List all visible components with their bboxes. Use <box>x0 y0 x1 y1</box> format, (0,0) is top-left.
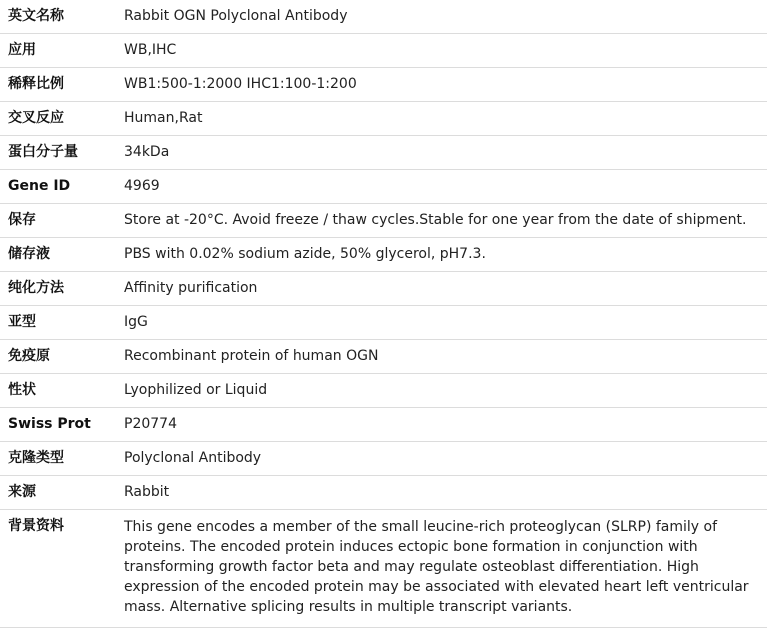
spec-row-molecular-weight <box>0 136 767 170</box>
spec-row-english-name <box>0 0 767 34</box>
spec-label: 交叉反应 <box>0 102 113 136</box>
spec-label: 稀释比例 <box>0 68 113 102</box>
spec-value: Recombinant protein of human OGN <box>113 340 767 374</box>
spec-value: IgG <box>113 306 767 340</box>
spec-row-storage <box>0 204 767 238</box>
spec-value: WB,IHC <box>113 34 767 68</box>
spec-row-cross-reactivity <box>0 102 767 136</box>
spec-value: Store at -20°C. Avoid freeze / thaw cycles.Stable for one year from the date of shipment. <box>113 204 767 238</box>
spec-label: 免疫原 <box>0 340 113 374</box>
spec-value: This gene encodes a member of the small leucine-rich proteoglycan (SLRP) family of proteins. The encoded protein induces ectopic bone formation in conjunction with transforming growth factor beta and may regulate osteoblast differentiation. High expression of the encoded protein may be associated with elevated heart left ventricular mass. Alternative splicing results in multiple transcript variants. <box>113 510 767 628</box>
spec-value: 4969 <box>113 170 767 204</box>
spec-label: 性状 <box>0 374 113 408</box>
spec-label: Gene ID <box>0 170 113 204</box>
spec-label: 保存 <box>0 204 113 238</box>
spec-value: P20774 <box>113 408 767 442</box>
spec-row-clonality <box>0 442 767 476</box>
spec-row-storage-buffer <box>0 238 767 272</box>
spec-row-background <box>0 510 767 628</box>
spec-row-dilution <box>0 68 767 102</box>
spec-value: 34kDa <box>113 136 767 170</box>
spec-label: 亚型 <box>0 306 113 340</box>
spec-value: Affinity purification <box>113 272 767 306</box>
spec-row-form <box>0 374 767 408</box>
spec-value: Human,Rat <box>113 102 767 136</box>
spec-row-application <box>0 34 767 68</box>
spec-label: Swiss Prot <box>0 408 113 442</box>
spec-value: Polyclonal Antibody <box>113 442 767 476</box>
spec-label: 应用 <box>0 34 113 68</box>
spec-value: Rabbit <box>113 476 767 510</box>
spec-row-purification <box>0 272 767 306</box>
spec-label: 英文名称 <box>0 0 113 34</box>
spec-label: 纯化方法 <box>0 272 113 306</box>
spec-label: 克隆类型 <box>0 442 113 476</box>
spec-label: 背景资料 <box>0 510 113 628</box>
spec-value: Rabbit OGN Polyclonal Antibody <box>113 0 767 34</box>
spec-row-isotype <box>0 306 767 340</box>
spec-label: 储存液 <box>0 238 113 272</box>
spec-label: 蛋白分子量 <box>0 136 113 170</box>
spec-label: 来源 <box>0 476 113 510</box>
spec-value: WB1:500-1:2000 IHC1:100-1:200 <box>113 68 767 102</box>
spec-value: PBS with 0.02% sodium azide, 50% glycerol, pH7.3. <box>113 238 767 272</box>
spec-value: Lyophilized or Liquid <box>113 374 767 408</box>
spec-row-host <box>0 476 767 510</box>
spec-row-immunogen <box>0 340 767 374</box>
spec-row-gene-id <box>0 170 767 204</box>
spec-row-swiss-prot <box>0 408 767 442</box>
